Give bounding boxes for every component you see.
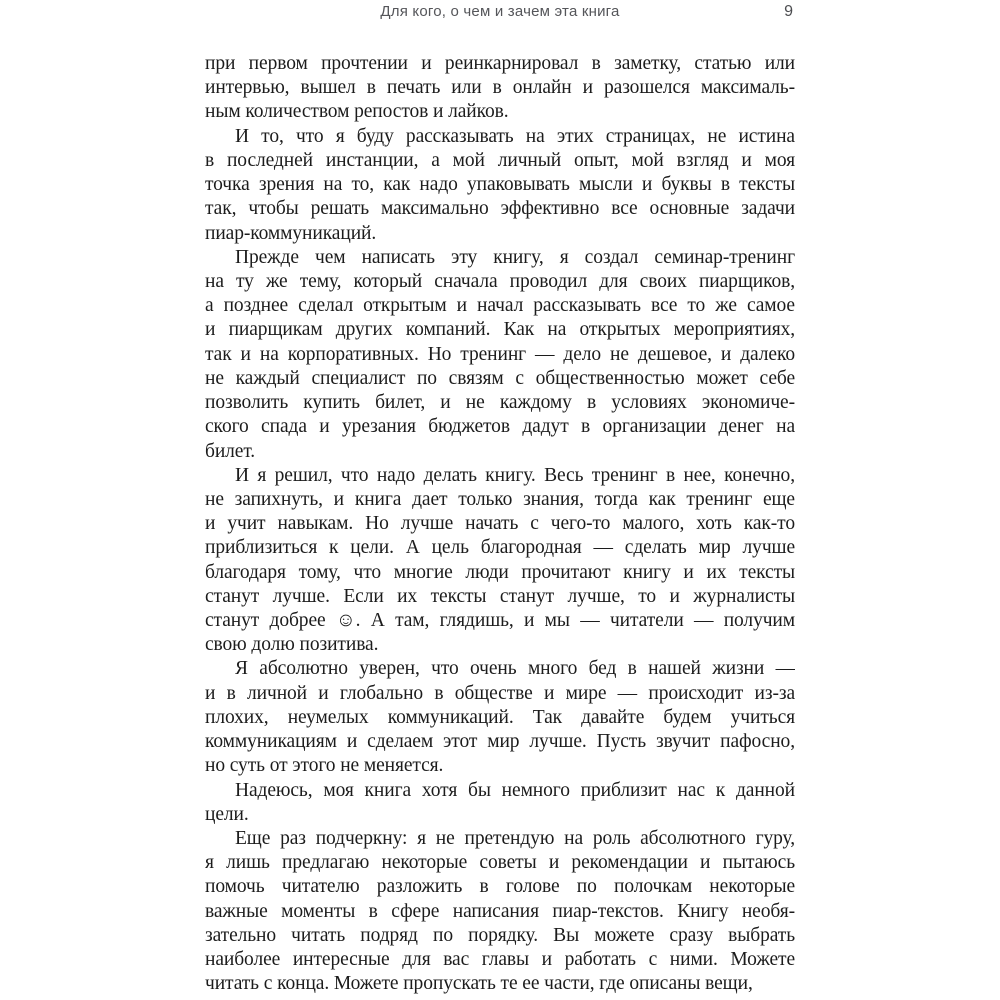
text-line: важные моменты в сфере написания пиар-текстов. Книгу необя-: [205, 900, 795, 922]
text-line: на ту же тему, который сначала проводил для своих пиарщиков,: [205, 270, 795, 292]
paragraph: [205, 246, 795, 464]
text-line: так, чтобы решать максимально эффективно все основные задачи: [205, 198, 795, 220]
paragraph: [205, 779, 795, 827]
text-line: станут добрее ☺. А там, глядишь, и мы — читатели — получим: [205, 610, 795, 632]
text-line: не каждый специалист по связям с общественностью может себе: [205, 367, 795, 389]
text-line: цели.: [205, 803, 249, 825]
text-line: зательно читать подряд по порядку. Вы можете сразу выбрать: [205, 924, 795, 946]
text-line: я лишь предлагаю некоторые советы и рекомендации и пытаюсь: [205, 852, 795, 874]
text-line: ского спада и урезания бюджетов дадут в организации денег на: [205, 416, 795, 438]
text-line: а позднее сделал открытым и начал рассказывать все то же самое: [205, 295, 795, 317]
text-line: билет.: [205, 440, 256, 462]
text-line: помочь читателю разложить в голове по полочкам некоторые: [205, 876, 795, 898]
running-head-title: Для кого, о чем и зачем эта книга: [380, 3, 620, 20]
paragraph: [205, 52, 795, 125]
text-line: позволить купить билет, и не каждому в условиях экономиче-: [205, 392, 795, 414]
text-line: И я решил, что надо делать книгу. Весь тренинг в нее, конечно,: [235, 464, 795, 486]
text-line: не запихнуть, и книга дает только знания, тогда как тренинг еще: [205, 488, 795, 510]
paragraph: [205, 125, 795, 246]
text-line: наиболее интересные для вас главы и работать с ними. Можете: [205, 949, 795, 971]
text-line: читать с конца. Можете пропускать те ее части, где описаны вещи,: [205, 973, 753, 995]
text-line: станут лучше. Если их тексты станут лучше, то и журналисты: [205, 585, 795, 607]
text-line: и учит навыкам. Но лучше начать с чего-то малого, хоть как-то: [205, 513, 795, 535]
text-line: И то, что я буду рассказывать на этих страницах, не истина: [235, 125, 795, 147]
text-line: свою долю позитива.: [205, 634, 379, 656]
text-line: пиар-коммуникаций.: [205, 222, 377, 244]
text-line: но суть от этого не меняется.: [205, 755, 444, 777]
paragraph: [205, 464, 795, 658]
page-header: [205, 2, 795, 22]
text-line: плохих, неумелых коммуникаций. Так давайте будем учиться: [205, 706, 795, 728]
text-line: Прежде чем написать эту книгу, я создал семинар-тренинг: [235, 246, 795, 268]
text-line: точка зрения на то, как надо упаковывать мысли и буквы в тексты: [205, 174, 795, 196]
paragraph: [205, 827, 795, 997]
text-line: Надеюсь, моя книга хотя бы немного приблизит нас к данной: [235, 779, 795, 801]
text-line: Еще раз подчеркну: я не претендую на роль абсолютного гуру,: [235, 828, 795, 849]
text-line: и в личной и глобально в обществе и мире — происходит из-за: [205, 682, 795, 704]
text-line: и пиарщикам других компаний. Как на открытых мероприятиях,: [205, 319, 795, 341]
text-line: так и на корпоративных. Но тренинг — дело не дешевое, и далеко: [205, 343, 795, 365]
text-line: приблизиться к цели. А цель благородная — сделать мир лучше: [205, 537, 795, 559]
text-line: в последней инстанции, а мой личный опыт, мой взгляд и моя: [205, 149, 795, 171]
text-line: благодаря тому, что многие люди прочитают книгу и их тексты: [205, 561, 795, 583]
text-line: Я абсолютно уверен, что очень много бед в нашей жизни —: [235, 658, 795, 680]
text-line: ным количеством репостов и лайков.: [205, 101, 509, 123]
page-body: [205, 52, 795, 997]
text-line: интервью, вышел в печать или в онлайн и разошелся максималь-: [205, 77, 795, 99]
paragraph: [205, 657, 795, 778]
page-number: 9: [784, 3, 793, 20]
text-line: при первом прочтении и реинкарнировал в заметку, статью или: [205, 53, 795, 74]
text-line: коммуникациям и сделаем этот мир лучше. Пусть звучит пафосно,: [205, 731, 795, 753]
